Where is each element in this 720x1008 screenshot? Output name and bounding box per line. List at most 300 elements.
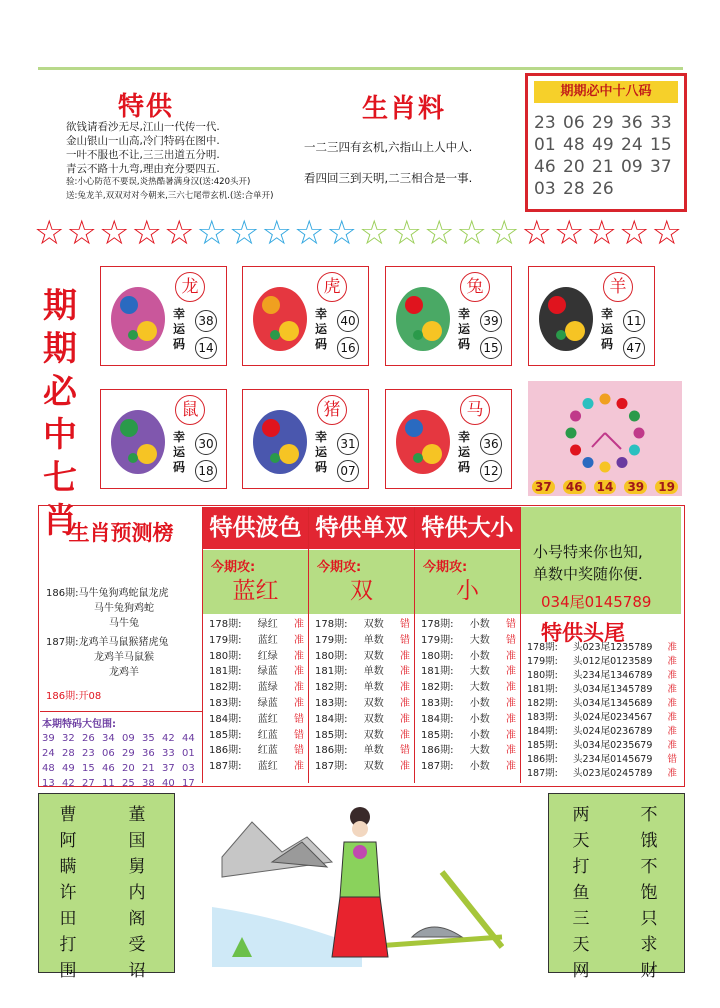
clock-dot — [600, 462, 611, 473]
attack-value: 双 — [350, 578, 373, 604]
verse-1: 一二三四有玄机,六指山上人中人. — [304, 140, 473, 154]
period: 183期: — [209, 697, 242, 709]
zodiac-name: 马 — [460, 395, 490, 425]
eighteen-numbers-box — [525, 73, 687, 212]
result: 双数 — [363, 713, 384, 725]
lucky-number: 18 — [195, 460, 217, 482]
eighteen-number: 06 — [563, 113, 585, 133]
verse-char: 天 — [572, 831, 590, 851]
poem — [66, 120, 220, 176]
result: 单数 — [363, 634, 384, 646]
period: 187期: — [527, 768, 558, 779]
period: 183期: — [527, 712, 558, 723]
lucky-number: 07 — [337, 460, 359, 482]
head-tail-value: 头234尾1346789 — [572, 670, 653, 681]
mark: 错 — [506, 634, 516, 646]
history-row — [421, 617, 516, 633]
period: 186期: — [421, 745, 454, 757]
zodiac-list: 龙鸡羊马鼠猴猪虎兔 — [78, 637, 169, 648]
period: 185期: — [421, 729, 454, 741]
verse-char: 许 — [59, 883, 77, 903]
mark: 准 — [294, 650, 304, 662]
zodiac-list: 马牛兔狗鸡蛇 — [94, 603, 154, 614]
mark: 准 — [506, 697, 516, 709]
open-result: 186期:开08 — [46, 691, 102, 702]
eighteen-number: 21 — [592, 157, 614, 177]
star-icon: ☆ — [359, 213, 390, 253]
result: 小数 — [469, 697, 490, 709]
zodiac-name: 羊 — [603, 272, 633, 302]
poem-line: 欲钱请看沙无尽,江山一代传一代. — [66, 121, 220, 133]
mark: 错 — [294, 745, 304, 757]
clock-dot — [566, 428, 577, 439]
verse-column — [56, 802, 80, 984]
result: 小数 — [469, 650, 490, 662]
eighteen-number: 01 — [534, 135, 556, 155]
head-tail-row — [527, 655, 677, 669]
verse-char: 饱 — [640, 883, 658, 903]
period-label: 186期: — [46, 588, 79, 599]
result: 小数 — [469, 619, 490, 630]
result: 双数 — [363, 729, 384, 741]
lucky-number: 47 — [623, 337, 645, 359]
eighteen-number: 48 — [563, 135, 585, 155]
history-row — [209, 680, 304, 696]
mark: 错 — [400, 745, 410, 757]
head-tail-value: 头034尾1345689 — [572, 698, 653, 709]
pack-divider — [40, 711, 202, 712]
mark: 准 — [294, 761, 304, 773]
star-icon: ☆ — [586, 213, 617, 253]
lucky-label: 幸运码 — [601, 307, 614, 351]
pack-number: 20 — [122, 763, 135, 774]
pack-number: 09 — [122, 733, 135, 744]
pack-number: 37 — [162, 763, 175, 774]
history-row — [315, 649, 410, 665]
verse-char: 不 — [640, 805, 658, 825]
lucky-label: 幸运码 — [173, 307, 186, 351]
zodiac-name: 猪 — [317, 395, 347, 425]
slogan-1: 小号特来你也知, — [533, 543, 643, 561]
history-row — [315, 664, 410, 680]
star-icon: ☆ — [164, 213, 195, 253]
verse-char: 只 — [640, 909, 658, 929]
pack-number: 32 — [62, 733, 75, 744]
verse-char: 阿 — [59, 831, 77, 851]
period: 180期: — [209, 650, 242, 662]
bottom-right-verse — [548, 793, 685, 981]
period: 180期: — [421, 650, 454, 662]
zodiac-name: 虎 — [317, 272, 347, 302]
period-label: 187期: — [46, 637, 79, 648]
poem-line: 金山银山一山高,冷门特码在图中. — [66, 135, 220, 147]
eighteen-number: 20 — [563, 157, 585, 177]
lucky-number: 39 — [480, 310, 502, 332]
verse-char: 打 — [59, 935, 77, 955]
mark: 准 — [667, 768, 677, 779]
period: 178期: — [421, 619, 454, 630]
star-icon: ☆ — [66, 213, 97, 253]
history-row — [421, 664, 516, 680]
result: 蓝红 — [257, 713, 278, 725]
clock-dot — [617, 398, 628, 409]
verse-char: 阁 — [128, 909, 146, 929]
zodiac-card — [242, 389, 369, 489]
period: 179期: — [527, 656, 558, 667]
period: 182期: — [209, 682, 242, 694]
mark: 准 — [667, 712, 677, 723]
pack-number: 24 — [42, 748, 55, 759]
prediction-186 — [46, 586, 202, 631]
clock-number: 46 — [563, 480, 586, 494]
result: 蓝绿 — [257, 682, 278, 694]
history-row — [209, 743, 304, 759]
pack-number: 42 — [62, 778, 75, 789]
mark: 准 — [506, 745, 516, 757]
verse-char: 打 — [572, 857, 590, 877]
period: 184期: — [421, 713, 454, 725]
story-illustration — [212, 797, 504, 967]
history-row — [421, 696, 516, 712]
period: 178期: — [527, 642, 558, 653]
star-icon: ☆ — [34, 213, 65, 253]
period: 180期: — [527, 670, 558, 681]
result: 双数 — [363, 697, 384, 709]
pack-number: 23 — [82, 748, 95, 759]
period: 179期: — [421, 634, 454, 646]
head-tail-value: 头023尾1235789 — [572, 642, 653, 653]
period: 187期: — [421, 761, 454, 773]
period: 184期: — [527, 726, 558, 737]
zodiac-papercut-image — [392, 275, 454, 357]
lucky-number: 11 — [623, 310, 645, 332]
attack-label: 今期攻: — [211, 560, 256, 575]
verse-char: 三 — [572, 909, 590, 929]
clock-dot — [570, 445, 581, 456]
period: 186期: — [315, 745, 348, 757]
mark: 错 — [294, 729, 304, 741]
zodiac-name: 龙 — [175, 272, 205, 302]
star-icon: ☆ — [326, 213, 357, 253]
pack-number: 38 — [142, 778, 155, 789]
zodiac-card — [100, 389, 227, 489]
eighteen-number: 23 — [534, 113, 556, 133]
lucky-label: 幸运码 — [458, 430, 471, 474]
slogan-2: 单数中奖随你便. — [533, 565, 643, 583]
mark: 准 — [667, 684, 677, 695]
mark: 错 — [400, 619, 410, 630]
pack-number: 46 — [102, 763, 115, 774]
head-tail-row — [527, 711, 677, 725]
history-row — [421, 728, 516, 744]
pack-number: 29 — [122, 748, 135, 759]
column-title: 特供大小 — [415, 507, 520, 549]
period: 181期: — [527, 684, 558, 695]
verse-column — [637, 802, 661, 984]
mark: 准 — [506, 713, 516, 725]
mark: 准 — [667, 670, 677, 681]
verse-char: 瞒 — [59, 857, 77, 877]
history-row — [421, 680, 516, 696]
pack-number: 44 — [182, 733, 195, 744]
lucky-number: 36 — [480, 433, 502, 455]
zodiac-papercut-image — [249, 275, 311, 357]
clock-dot — [629, 411, 640, 422]
period: 182期: — [315, 682, 348, 694]
verse-char: 围 — [59, 961, 77, 981]
pack-number: 28 — [62, 748, 75, 759]
history-row — [209, 712, 304, 728]
head-tail-value: 头034尾1345789 — [572, 684, 653, 695]
zodiac-list: 马牛兔 — [109, 618, 139, 629]
zodiac-name: 兔 — [460, 272, 490, 302]
verse-column — [125, 802, 149, 984]
clock-dot — [583, 398, 594, 409]
period: 186期: — [209, 745, 242, 757]
pack-number: 48 — [42, 763, 55, 774]
history-rows — [415, 614, 520, 775]
history-row — [421, 649, 516, 665]
mark: 准 — [667, 656, 677, 667]
result: 绿蓝 — [257, 666, 278, 678]
history-row — [209, 633, 304, 649]
eighteen-number: 36 — [621, 113, 643, 133]
star-icon: ☆ — [294, 213, 325, 253]
history-rows — [309, 614, 414, 775]
history-row — [421, 759, 516, 775]
lucky-label: 幸运码 — [315, 430, 328, 474]
period: 186期: — [527, 754, 558, 765]
attack-value: 蓝红 — [232, 578, 279, 604]
period: 183期: — [421, 697, 454, 709]
history-row — [315, 633, 410, 649]
verse-char: 田 — [59, 909, 77, 929]
verse-char: 曹 — [59, 805, 77, 825]
lucky-number: 38 — [195, 310, 217, 332]
mark: 准 — [400, 761, 410, 773]
clock-number: 14 — [594, 480, 617, 494]
star-icon: ☆ — [424, 213, 455, 253]
mark: 准 — [400, 650, 410, 662]
star-icon: ☆ — [99, 213, 130, 253]
head-tail-rows — [521, 641, 681, 781]
period: 185期: — [209, 729, 242, 741]
star-icon: ☆ — [489, 213, 520, 253]
zodiac-list: 龙鸡羊马鼠猴 — [94, 652, 154, 663]
pack-number: 39 — [42, 733, 55, 744]
clock-icon — [528, 381, 682, 481]
mark: 准 — [400, 729, 410, 741]
poem-line: 青云不路十九弯,理由充分要四五. — [66, 163, 220, 175]
result: 双数 — [363, 761, 384, 773]
prediction-panel — [40, 507, 203, 789]
lucky-number: 14 — [195, 337, 217, 359]
history-row — [209, 696, 304, 712]
star-icon: ☆ — [229, 213, 260, 253]
eighteen-number: 15 — [650, 135, 672, 155]
attack-label: 今期攻: — [423, 560, 468, 575]
verse-char: 诏 — [128, 961, 146, 981]
period: 183期: — [315, 697, 348, 709]
mark: 错 — [506, 619, 516, 630]
star-icon: ☆ — [554, 213, 585, 253]
history-row — [209, 759, 304, 775]
verse-char: 舅 — [128, 857, 146, 877]
head-tail-value: 头024尾0234567 — [572, 712, 653, 723]
slogan-box — [521, 507, 681, 614]
zodiac-card — [242, 266, 369, 366]
verse-char: 财 — [640, 961, 658, 981]
zodiac-papercut-image — [107, 275, 169, 357]
star-row — [34, 215, 682, 251]
attack-label: 今期攻: — [317, 560, 362, 575]
mark: 准 — [294, 697, 304, 709]
zodiac-card — [528, 266, 655, 366]
period: 181期: — [421, 666, 454, 678]
poem-line: 一叶不服也不让,三三出道五分明. — [66, 149, 220, 161]
clock-dot — [629, 445, 640, 456]
period: 180期: — [315, 650, 348, 662]
clock-number: 39 — [624, 480, 647, 494]
history-row — [209, 617, 304, 633]
pack-number: 49 — [62, 763, 75, 774]
verse-char: 董 — [128, 805, 146, 825]
period: 185期: — [527, 740, 558, 751]
star-icon: ☆ — [651, 213, 682, 253]
verse-char: 受 — [128, 935, 146, 955]
history-row — [315, 728, 410, 744]
eighteen-number: 49 — [592, 135, 614, 155]
lucky-label: 幸运码 — [173, 430, 186, 474]
zodiac-title: 生肖料 — [362, 94, 447, 124]
clock-number: 37 — [532, 480, 555, 494]
period: 184期: — [209, 713, 242, 725]
zodiac-card — [100, 266, 227, 366]
result: 单数 — [363, 666, 384, 678]
pack-number: 06 — [102, 748, 115, 759]
result: 小数 — [469, 761, 490, 773]
clock-number: 19 — [655, 480, 678, 494]
period: 187期: — [209, 761, 242, 773]
lucky-number: 15 — [480, 337, 502, 359]
period: 182期: — [527, 698, 558, 709]
history-row — [315, 712, 410, 728]
star-icon: ☆ — [391, 213, 422, 253]
mark: 准 — [400, 682, 410, 694]
verse-char: 网 — [572, 961, 590, 981]
star-icon: ☆ — [619, 213, 650, 253]
star-icon: ☆ — [196, 213, 227, 253]
zodiac-papercut-image — [392, 398, 454, 480]
special-title: 特供 — [118, 92, 175, 122]
pack-title: 本期特码大包围: — [42, 719, 116, 730]
eighteen-number: 03 — [534, 179, 556, 199]
history-row — [421, 712, 516, 728]
period: 178期: — [315, 619, 348, 630]
head-tail-row — [527, 739, 677, 753]
pack-number: 34 — [102, 733, 115, 744]
pack-number: 17 — [182, 778, 195, 789]
lucky-number: 30 — [195, 433, 217, 455]
mark: 准 — [667, 698, 677, 709]
head-tail-row — [527, 753, 677, 767]
head-tail-value: 头034尾0235679 — [572, 740, 653, 751]
result: 蓝红 — [257, 634, 278, 646]
history-rows — [203, 614, 308, 775]
period: 179期: — [209, 634, 242, 646]
pack-number: 35 — [142, 733, 155, 744]
history-row — [421, 743, 516, 759]
pack-number: 11 — [102, 778, 115, 789]
history-row — [209, 728, 304, 744]
attack-box — [203, 549, 308, 614]
verse-char: 内 — [128, 883, 146, 903]
prediction-title: 生肖预测榜 — [68, 521, 174, 545]
history-row — [315, 743, 410, 759]
history-row — [315, 617, 410, 633]
head-tail-row — [527, 641, 677, 655]
star-icon: ☆ — [261, 213, 292, 253]
history-row — [421, 633, 516, 649]
mark: 错 — [667, 754, 677, 765]
pack-number: 40 — [162, 778, 175, 789]
mark: 准 — [294, 634, 304, 646]
tail-numbers: 034尾0145789 — [541, 593, 652, 611]
lucky-label: 幸运码 — [458, 307, 471, 351]
bottom-left-verse — [38, 793, 175, 981]
clock-dot — [583, 457, 594, 468]
mark: 错 — [400, 634, 410, 646]
period: 187期: — [315, 761, 348, 773]
pack-number: 03 — [182, 763, 195, 774]
column-title: 特供单双 — [309, 507, 414, 549]
attack-value: 小 — [456, 578, 479, 604]
verse-2: 看四回三到天明,二三相合是一事. — [304, 171, 473, 185]
mark: 准 — [667, 642, 677, 653]
period: 184期: — [315, 713, 348, 725]
lucky-label: 幸运码 — [315, 307, 328, 351]
zodiac-name: 鼠 — [175, 395, 205, 425]
result: 大数 — [469, 666, 490, 678]
verse-char: 饿 — [640, 831, 658, 851]
head-tail-value: 头023尾0245789 — [572, 768, 653, 779]
star-icon: ☆ — [131, 213, 162, 253]
column-title: 特供波色 — [203, 507, 308, 549]
head-tail-row — [527, 767, 677, 781]
head-tail-panel — [521, 507, 681, 783]
clock-dot — [617, 457, 628, 468]
result: 绿蓝 — [257, 697, 278, 709]
zodiac-card — [385, 266, 512, 366]
pack-number: 01 — [182, 748, 195, 759]
head-tail-row — [527, 683, 677, 697]
head-tail-row — [527, 725, 677, 739]
mark: 准 — [506, 650, 516, 662]
result: 单数 — [363, 745, 384, 757]
mark: 准 — [294, 682, 304, 694]
verse-char: 鱼 — [572, 883, 590, 903]
verse-char: 求 — [640, 935, 658, 955]
result: 红绿 — [257, 650, 278, 662]
special-column — [415, 507, 521, 783]
lucky-number: 16 — [337, 337, 359, 359]
eighteen-number: 46 — [534, 157, 556, 177]
star-icon: ☆ — [521, 213, 552, 253]
pack-number: 13 — [42, 778, 55, 789]
result: 小数 — [469, 713, 490, 725]
pack-number: 15 — [82, 763, 95, 774]
pack-number: 36 — [142, 748, 155, 759]
